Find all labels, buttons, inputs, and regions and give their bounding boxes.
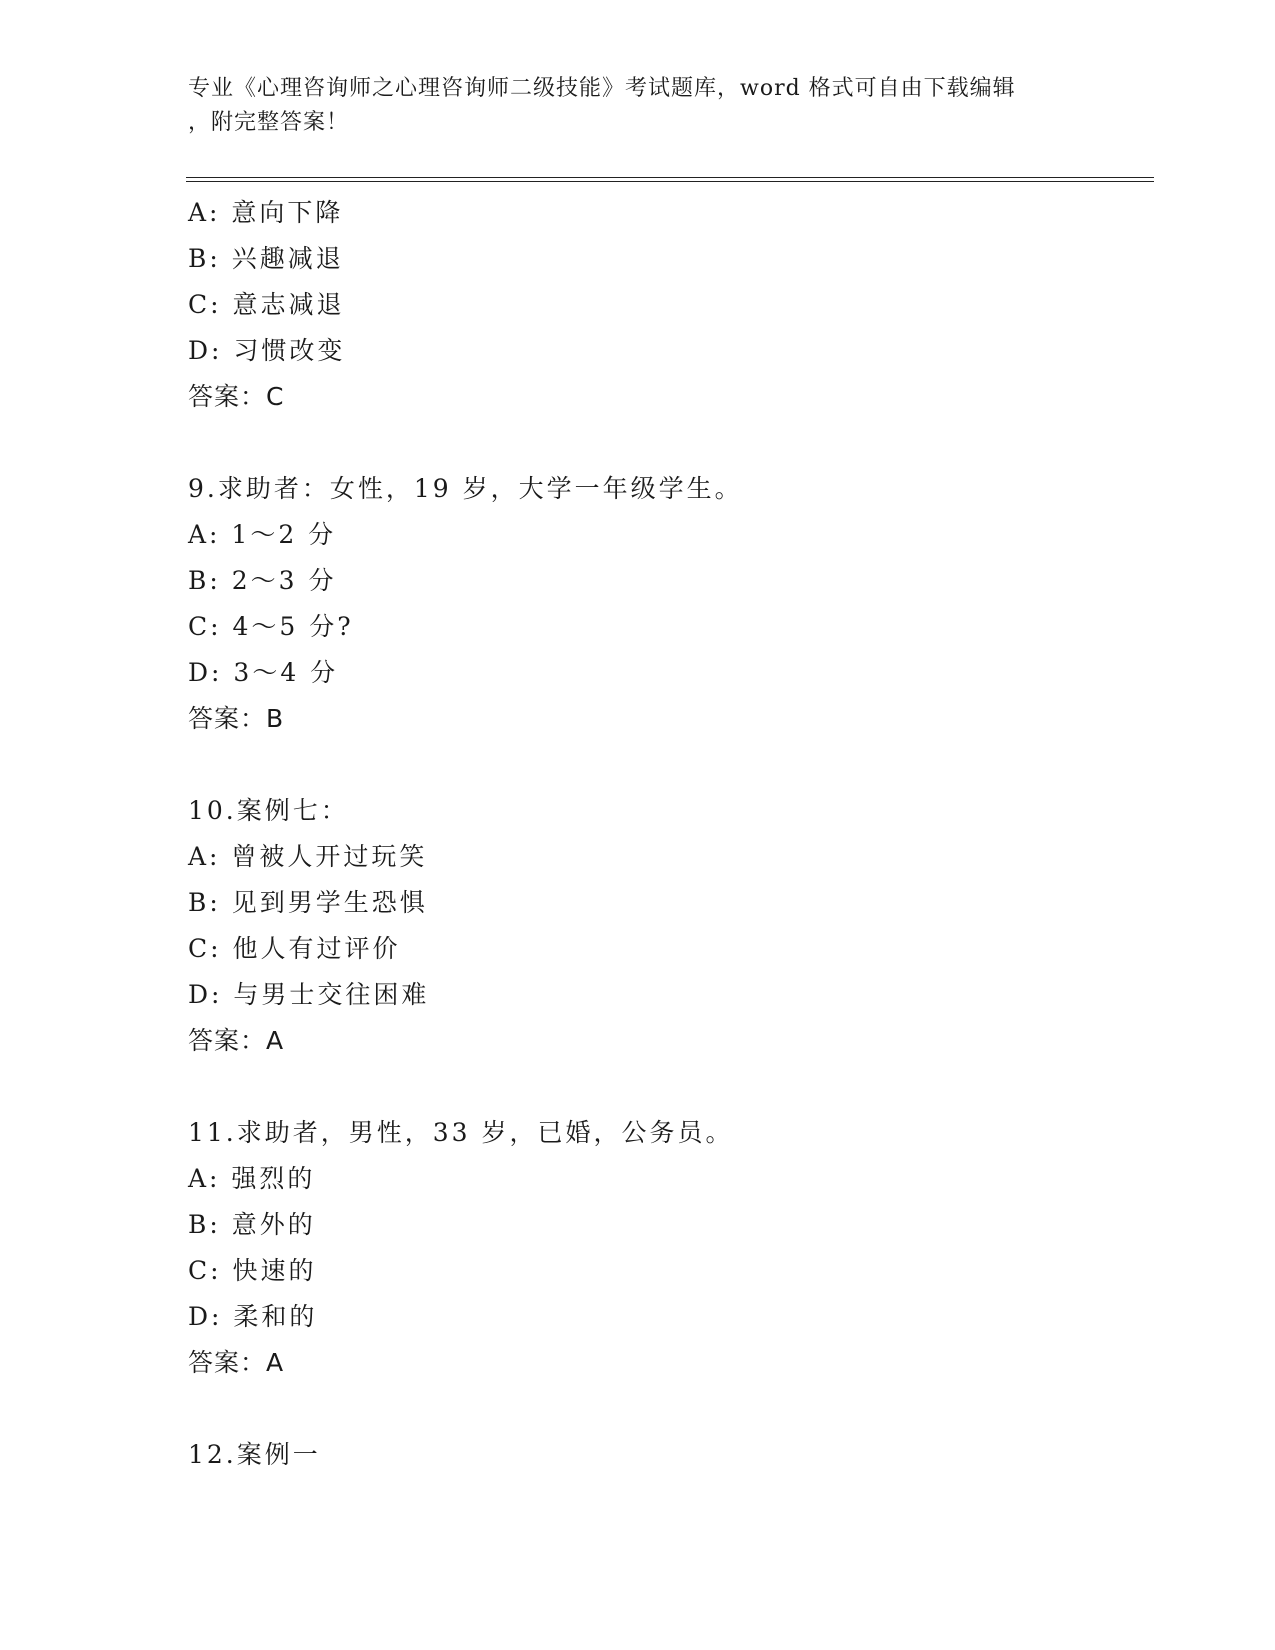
answer-option: D: 与男士交往困难 [188, 980, 430, 1009]
answer-key: 答案：C [188, 382, 285, 411]
spacer [188, 742, 1148, 788]
answer-option: B: 意外的 [188, 1210, 316, 1239]
answer-key: 答案：A [188, 1026, 285, 1055]
answer-option: D: 习惯改变 [188, 336, 346, 365]
answer-option: C: 意志减退 [188, 290, 345, 319]
answer-option: D: 3～4 分 [188, 658, 339, 687]
question-stem: 10.案例七： [188, 796, 349, 825]
question-stem: 11.求助者，男性，33 岁，已婚，公务员。 [188, 1118, 734, 1147]
answer-option: B: 兴趣减退 [188, 244, 344, 273]
answer-option: B: 2～3 分 [188, 566, 337, 595]
header-divider [186, 177, 1154, 182]
answer-option: C: 快速的 [188, 1256, 317, 1285]
answer-key: 答案：B [188, 704, 285, 733]
header-title-line-1: 专业《心理咨询师之心理咨询师二级技能》考试题库，word 格式可自由下载编辑 [188, 76, 1016, 101]
question-list [188, 190, 1148, 1478]
answer-option: B: 见到男学生恐惧 [188, 888, 428, 917]
answer-key: 答案：A [188, 1348, 285, 1377]
answer-option: A: 意向下降 [188, 198, 344, 227]
answer-option: D: 柔和的 [188, 1302, 318, 1331]
answer-option: A: 强烈的 [188, 1164, 316, 1193]
answer-option: A: 1～2 分 [188, 520, 337, 549]
spacer [188, 1386, 1148, 1432]
spacer [188, 420, 1148, 466]
document-header [188, 72, 1088, 140]
header-title-line-2: ，附完整答案！ [188, 110, 350, 135]
answer-option: C: 他人有过评价 [188, 934, 401, 963]
spacer [188, 1064, 1148, 1110]
question-stem: 12.案例一 [188, 1440, 321, 1469]
answer-option: A: 曾被人开过玩笑 [188, 842, 428, 871]
answer-option: C: 4～5 分? [188, 612, 354, 641]
question-stem: 9.求助者：女性，19 岁，大学一年级学生。 [188, 474, 743, 503]
